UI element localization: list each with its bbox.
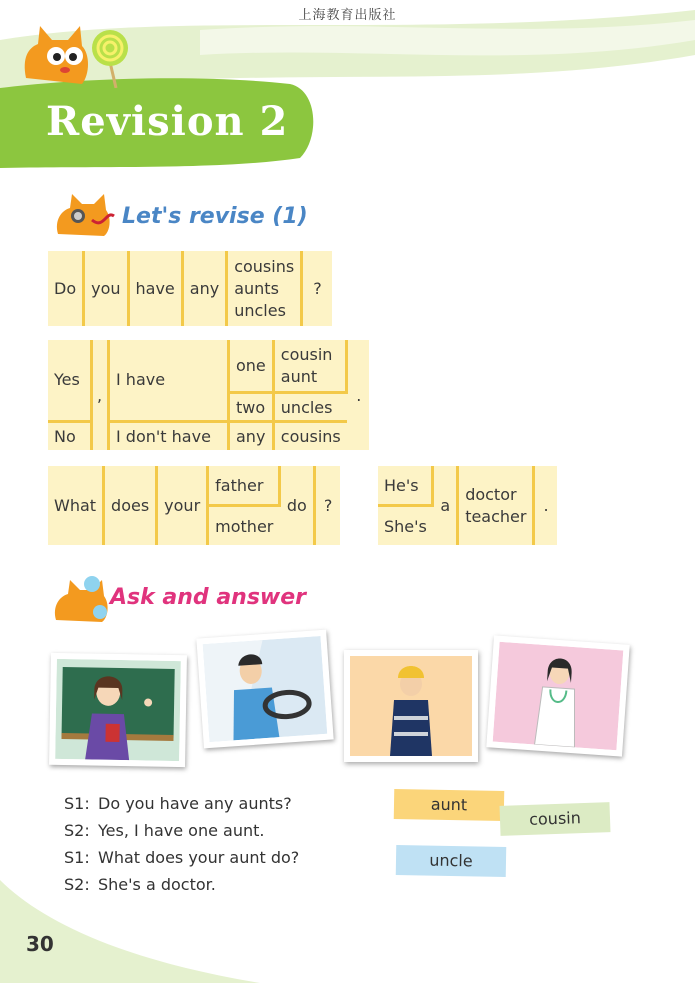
word-tag-cousin: cousin <box>500 802 611 836</box>
grammar-table-what-does <box>48 466 340 545</box>
word-cell-two: two <box>229 393 274 422</box>
word-cell: any <box>182 251 226 326</box>
word-cell-a: a <box>433 466 458 545</box>
speaker-label: S1: <box>64 794 90 813</box>
photo-teacher <box>49 653 187 767</box>
word-option: doctor <box>465 484 517 504</box>
dialog-line <box>64 817 299 844</box>
word-cell-any: any <box>229 421 274 450</box>
word-cell: your <box>157 466 208 545</box>
word-cell: do <box>279 466 314 545</box>
word-option: aunt <box>280 366 318 386</box>
word-option: uncles <box>234 300 286 320</box>
dialog-text: Yes, I have one aunt. <box>98 821 265 840</box>
word-cell-i-dont-have: I don't have <box>109 421 229 450</box>
page-title: Revision 2 <box>46 98 289 145</box>
cat-question-icon <box>48 574 110 626</box>
speaker-label: S2: <box>64 821 90 840</box>
period-cell: . <box>543 496 549 515</box>
grammar-table-hes-shes <box>378 466 557 545</box>
word-cell-shes: She's <box>384 516 427 536</box>
word-stack-jobs <box>458 466 534 545</box>
word-cell-i-have: I have <box>109 340 229 421</box>
word-option: teacher <box>465 506 527 526</box>
cat-doctor-icon <box>48 190 118 240</box>
word-cell: does <box>104 466 157 545</box>
cat-mascot-icon <box>18 18 138 88</box>
word-cell: you <box>84 251 128 326</box>
dialog-text: Do you have any aunts? <box>98 794 292 813</box>
publisher-name: 上海教育出版社 <box>298 8 397 23</box>
dialog-text: She's a doctor. <box>98 875 216 894</box>
comma-cell: , <box>92 340 109 450</box>
dialog-line <box>64 790 299 817</box>
word-cell-cousins: cousins <box>280 426 341 446</box>
speaker-label: S2: <box>64 875 90 894</box>
word-stack-cell <box>227 251 302 326</box>
question-mark: ? <box>313 279 322 298</box>
photo-doctor <box>486 635 629 756</box>
speaker-label: S1: <box>64 848 90 867</box>
word-cell-mother: mother <box>215 516 274 536</box>
word-option: cousins <box>234 256 295 276</box>
word-cell-hes: He's <box>378 466 433 506</box>
word-cell-uncles: uncles <box>273 393 346 422</box>
page-number: 30 <box>26 932 54 956</box>
word-tag-uncle: uncle <box>396 845 507 877</box>
word-cell: have <box>128 251 182 326</box>
dialog-text: What does your aunt do? <box>98 848 300 867</box>
word-cell: What <box>48 466 104 545</box>
photo-driver <box>196 630 333 749</box>
grammar-table-do-you-have <box>48 251 332 326</box>
question-mark: ? <box>323 496 333 515</box>
section-title-ask-and-answer: Ask and answer <box>110 585 307 610</box>
photo-worker <box>344 650 478 762</box>
period-cell: . <box>356 385 362 405</box>
section-title-lets-revise: Let's revise (1) <box>122 204 308 229</box>
word-cell-no: No <box>48 421 92 450</box>
word-cell-yes: Yes <box>48 340 92 421</box>
grammar-table-yes-no <box>48 340 369 450</box>
dialog-line <box>64 844 299 871</box>
word-cell-father: father <box>208 466 280 506</box>
word-option: cousin <box>280 344 333 364</box>
word-tag-aunt: aunt <box>394 789 505 821</box>
word-cell-one: one <box>229 340 274 393</box>
word-option: aunts <box>234 278 279 298</box>
word-cell: Do <box>48 251 84 326</box>
word-stack-cousin-aunt <box>273 340 346 393</box>
